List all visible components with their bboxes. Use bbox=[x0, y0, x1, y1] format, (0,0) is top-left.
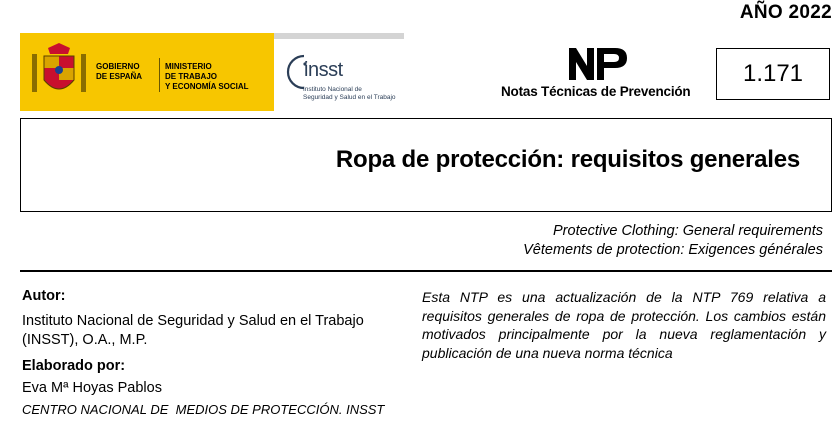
document-title: Ropa de protección: requisitos generales bbox=[335, 146, 800, 173]
insst-subtitle-line-2: Seguridad y Salud en el Trabajo bbox=[303, 93, 396, 101]
elaborado-label: Elaborado por: bbox=[22, 358, 126, 374]
year-label: AÑO 2022 bbox=[739, 2, 832, 23]
ministerio-text bbox=[165, 62, 249, 92]
banner-divider bbox=[274, 33, 404, 39]
elaborado-center: CENTRO NACIONAL DE MEDIOS DE PROTECCIÓN. INSST bbox=[22, 402, 385, 417]
ntp-number-box bbox=[716, 48, 830, 100]
gobierno-line-1: GOBIERNO bbox=[96, 62, 140, 71]
insst-subtitle bbox=[303, 86, 396, 101]
ntp-number: 1.171 bbox=[742, 60, 804, 87]
summary-text: Esta NTP es una actualización de la NTP 769 relativa a requisitos generales de ropa de protección. Los cambios están motivados principalmente por la nueva reglamentación y publicación de una nueva norma técnica bbox=[422, 289, 826, 361]
elaborado-name: Eva Mª Hoyas Pablos bbox=[22, 380, 162, 396]
insst-logo-text: insst bbox=[304, 59, 343, 81]
translation-fr: Vêtements de protection: Exigences générales bbox=[523, 242, 823, 258]
insst-subtitle-line-1: Instituto Nacional de bbox=[303, 86, 362, 93]
ntp-logo-icon bbox=[567, 46, 629, 82]
ntp-caption: Notas Técnicas de Prevención bbox=[501, 84, 691, 99]
coat-of-arms-icon bbox=[28, 40, 90, 102]
banner-separator bbox=[159, 58, 160, 92]
author-line-1: Instituto Nacional de Seguridad y Salud en el Trabajo bbox=[22, 313, 364, 329]
ministerio-line-2: DE TRABAJO bbox=[165, 72, 218, 81]
author-line-2: (INSST), O.A., M.P. bbox=[22, 332, 148, 348]
title-translations bbox=[400, 222, 823, 260]
translation-en: Protective Clothing: General requirements bbox=[553, 223, 823, 239]
ministerio-line-1: MINISTERIO bbox=[165, 62, 212, 71]
author-label: Autor: bbox=[22, 288, 66, 304]
section-divider bbox=[20, 270, 832, 272]
author-name bbox=[22, 312, 402, 350]
ministerio-line-3: Y ECONOMÍA SOCIAL bbox=[165, 82, 249, 91]
gobierno-text bbox=[96, 62, 142, 82]
gobierno-line-2: DE ESPAÑA bbox=[96, 72, 143, 81]
